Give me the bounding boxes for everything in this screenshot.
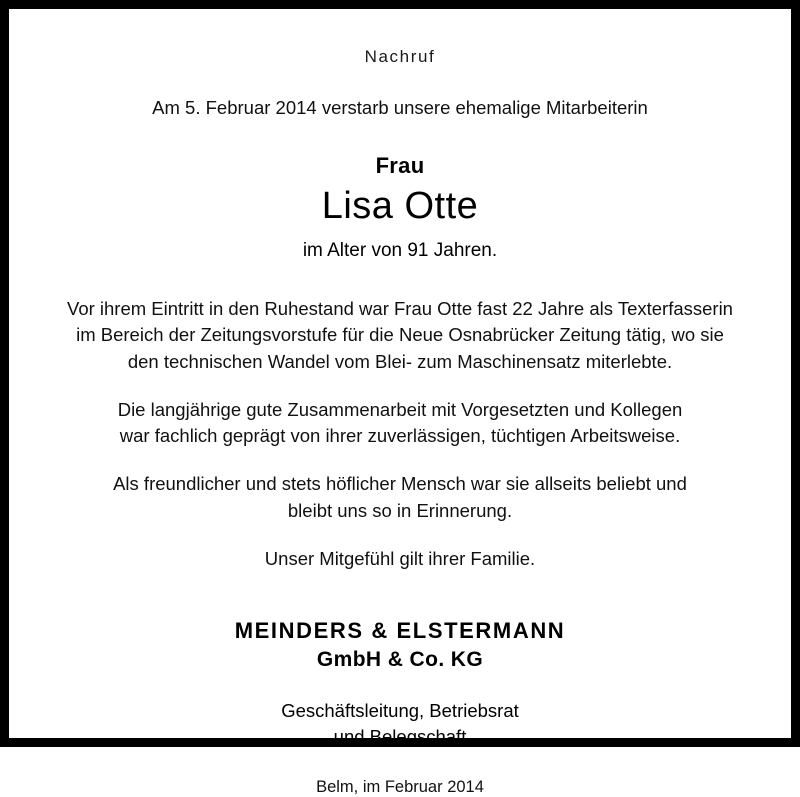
company-legal-form: GmbH & Co. KG <box>316 648 484 672</box>
intro-text: Am 5. Februar 2014 verstarb unsere ehemalige Mitarbeiterin <box>152 97 648 118</box>
paragraph-line: im Bereich der Zeitungsvorstufe für die Neue Osnabrücker Zeitung tätig, wo sie <box>76 324 724 346</box>
signatory-line: und Belegschaft <box>333 726 467 748</box>
notice-heading: Nachruf <box>364 47 436 66</box>
age-text: im Alter von 91 Jahren. <box>302 240 498 261</box>
paragraph-line: Vor ihrem Eintritt in den Ruhestand war Frau Otte fast 22 Jahre als Texterfasserin <box>67 298 733 319</box>
deceased-name: Lisa Otte <box>321 185 479 227</box>
signatories <box>41 698 759 750</box>
signatory-line: Geschäftsleitung, Betriebsrat <box>281 700 519 722</box>
paragraph-line: war fachlich geprägt von ihrer zuverlässigen, tüchtigen Arbeitsweise. <box>119 425 681 447</box>
place-and-date: Belm, im Februar 2014 <box>316 777 484 796</box>
paragraph-line: Die langjährige gute Zusammenarbeit mit Vorgesetzten und Kollegen <box>117 398 683 420</box>
company-name: MEINDERS & ELSTERMANN <box>234 618 566 644</box>
condolence-paragraph <box>41 546 759 572</box>
paragraph-line: Als freundlicher und stets höflicher Mensch war sie allseits beliebt und <box>113 473 687 495</box>
salutation: Frau <box>375 153 425 178</box>
paragraph-line: bleibt uns so in Erinnerung. <box>287 499 513 521</box>
paragraph-line: Unser Mitgefühl gilt ihrer Familie. <box>264 547 536 569</box>
tribute-paragraph <box>41 296 759 375</box>
tribute-paragraph <box>41 471 759 524</box>
paragraph-line: den technischen Wandel vom Blei- zum Maschinensatz miterlebte. <box>127 350 673 372</box>
tribute-paragraph <box>41 397 759 450</box>
obituary-content <box>9 9 791 796</box>
